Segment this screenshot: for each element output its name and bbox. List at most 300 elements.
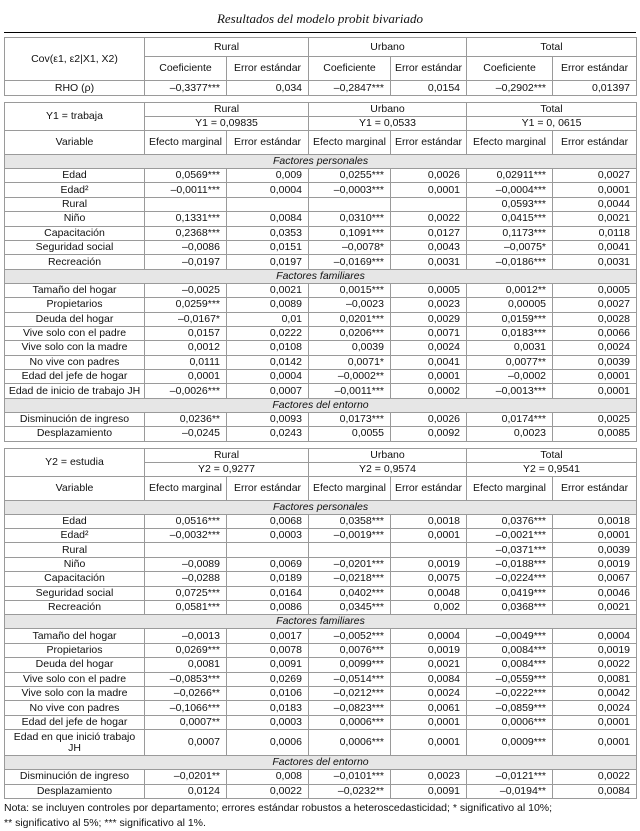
std-error-cell: 0,0005 (391, 283, 467, 297)
std-error-cell: 0,0001 (553, 370, 637, 384)
marginal-effect-cell: –0,0121*** (467, 770, 553, 784)
std-error-cell: 0,0066 (553, 326, 637, 340)
row-label: Niño (5, 557, 145, 571)
std-error-cell: 0,009 (227, 169, 309, 183)
std-error-cell: 0,0021 (227, 283, 309, 297)
table-row (5, 355, 637, 369)
table-row (5, 715, 637, 729)
marginal-effect-cell: 0,0206*** (309, 326, 391, 340)
marginal-effect-cell: 0,0099*** (309, 658, 391, 672)
section-header: Factores del entorno (5, 756, 637, 770)
std-error-cell: 0,0004 (227, 370, 309, 384)
marginal-effect-cell: 0,0007** (145, 715, 227, 729)
marginal-effect-cell: 0,0159*** (467, 312, 553, 326)
std-error-cell: 0,0023 (391, 298, 467, 312)
rho-value: –0,2902*** (467, 81, 553, 96)
marginal-effect-cell: –0,0266** (145, 686, 227, 700)
results-tables (4, 102, 636, 799)
row-label: Seguridad social (5, 240, 145, 254)
marginal-effect-cell: 0,0084*** (467, 658, 553, 672)
marginal-effect-cell: 0,0006*** (309, 715, 391, 729)
column-header: Efecto marginal (467, 476, 553, 500)
marginal-effect-cell: 0,0006*** (467, 715, 553, 729)
marginal-effect-cell: –0,0021*** (467, 529, 553, 543)
marginal-effect-cell: –0,0212*** (309, 686, 391, 700)
std-error-cell: 0,0043 (391, 240, 467, 254)
std-error-cell: 0,008 (227, 770, 309, 784)
table-row (5, 784, 637, 798)
std-error-cell: 0,0189 (227, 572, 309, 586)
std-error-cell: 0,0022 (391, 212, 467, 226)
std-error-cell: 0,0019 (553, 557, 637, 571)
table-row (5, 686, 637, 700)
table-row (5, 326, 637, 340)
rho-value: –0,3377*** (145, 81, 227, 96)
table-row (5, 672, 637, 686)
std-error-cell: 0,0067 (553, 572, 637, 586)
rho-value: 0,01397 (553, 81, 637, 96)
group-mean: Y1 = 0,09835 (145, 117, 309, 131)
marginal-effect-cell: 0,0310*** (309, 212, 391, 226)
std-error-cell: 0,0001 (391, 715, 467, 729)
marginal-effect-cell: –0,0002** (309, 370, 391, 384)
std-error-cell: 0,0071 (391, 326, 467, 340)
table-row (5, 312, 637, 326)
std-error-cell: 0,0004 (227, 183, 309, 197)
marginal-effect-cell: 0,0009*** (467, 730, 553, 756)
results-table-1 (4, 102, 637, 442)
marginal-effect-cell: –0,0019*** (309, 529, 391, 543)
note-line: Nota: se incluyen controles por departamento; errores estándar robustos a heteroscedasticidad; * significativo al 10%; (4, 801, 553, 814)
table-row (5, 212, 637, 226)
row-label: Vive solo con la madre (5, 341, 145, 355)
table-row (5, 298, 637, 312)
row-label: Niño (5, 212, 145, 226)
marginal-effect-cell: 0,00005 (467, 298, 553, 312)
std-error-cell: 0,0118 (553, 226, 637, 240)
marginal-effect-cell: 0,0001 (145, 370, 227, 384)
row-label: Disminución de ingreso (5, 412, 145, 426)
rho-value: 0,0154 (391, 81, 467, 96)
marginal-effect-cell: –0,0086 (145, 240, 227, 254)
cov-label: Cov(ε1, ε2|X1, X2) (5, 38, 145, 81)
marginal-effect-cell: 0,0236** (145, 412, 227, 426)
row-label: Propietarios (5, 643, 145, 657)
cov-group-total: Total (467, 38, 637, 57)
std-error-cell: 0,0021 (391, 658, 467, 672)
table-row (5, 240, 637, 254)
row-label: Tamaño del hogar (5, 629, 145, 643)
marginal-effect-cell: –0,0194** (467, 784, 553, 798)
marginal-effect-cell: 0,0007 (145, 730, 227, 756)
marginal-effect-cell: 0,0183*** (467, 326, 553, 340)
std-error-cell: 0,0026 (391, 412, 467, 426)
marginal-effect-cell: –0,0188*** (467, 557, 553, 571)
marginal-effect-cell: –0,0853*** (145, 672, 227, 686)
marginal-effect-cell: 0,0081 (145, 658, 227, 672)
table-row (5, 643, 637, 657)
std-error-cell: 0,0025 (553, 412, 637, 426)
row-label: Deuda del hogar (5, 312, 145, 326)
marginal-effect-cell: –0,0186*** (467, 255, 553, 269)
marginal-effect-cell: –0,0011*** (309, 384, 391, 398)
std-error-cell: 0,0004 (553, 629, 637, 643)
rho-value: –0,2847*** (309, 81, 391, 96)
marginal-effect-cell: 0,0581*** (145, 600, 227, 614)
std-error-cell: 0,0061 (391, 701, 467, 715)
marginal-effect-cell: –0,0011*** (145, 183, 227, 197)
marginal-effect-cell: –0,0224*** (467, 572, 553, 586)
marginal-effect-cell: –0,0288 (145, 572, 227, 586)
row-label: Tamaño del hogar (5, 283, 145, 297)
rho-label: RHO (ρ) (5, 81, 145, 96)
row-label: Vive solo con el padre (5, 672, 145, 686)
std-error-cell: 0,0001 (553, 384, 637, 398)
std-error-cell: 0,0029 (391, 312, 467, 326)
covariance-table (4, 37, 637, 96)
marginal-effect-cell: –0,0013 (145, 629, 227, 643)
marginal-effect-cell: –0,0222*** (467, 686, 553, 700)
row-label: Edad del jefe de hogar (5, 715, 145, 729)
std-error-cell: 0,0243 (227, 427, 309, 441)
std-error-cell: 0,0001 (553, 730, 637, 756)
table-row (5, 572, 637, 586)
marginal-effect-cell: 0,2368*** (145, 226, 227, 240)
row-label: Vive solo con el padre (5, 326, 145, 340)
std-error-cell: 0,0022 (227, 784, 309, 798)
column-header: Error estándar (227, 476, 309, 500)
std-error-cell: 0,0017 (227, 629, 309, 643)
marginal-effect-cell: –0,0514*** (309, 672, 391, 686)
row-label: Seguridad social (5, 586, 145, 600)
column-header: Error estándar (391, 476, 467, 500)
std-error-cell: 0,0018 (553, 514, 637, 528)
table-row (5, 557, 637, 571)
marginal-effect-cell: –0,0232** (309, 784, 391, 798)
std-error-cell: 0,0021 (553, 600, 637, 614)
row-label: Edad (5, 169, 145, 183)
std-error-cell: 0,0018 (391, 514, 467, 528)
marginal-effect-cell: 0,0077** (467, 355, 553, 369)
cov-col-header: Coeficiente (467, 57, 553, 81)
marginal-effect-cell: –0,0101*** (309, 770, 391, 784)
row-label: Edad (5, 514, 145, 528)
column-header: Error estándar (553, 131, 637, 155)
row-label: Recreación (5, 255, 145, 269)
marginal-effect-cell: –0,0032*** (145, 529, 227, 543)
std-error-cell: 0,0027 (553, 298, 637, 312)
cov-group-urbano: Urbano (309, 38, 467, 57)
column-header: Error estándar (391, 131, 467, 155)
std-error-cell: 0,0106 (227, 686, 309, 700)
std-error-cell (391, 197, 467, 211)
marginal-effect-cell: 0,0055 (309, 427, 391, 441)
marginal-effect-cell: 0,02911*** (467, 169, 553, 183)
std-error-cell: 0,0001 (553, 715, 637, 729)
marginal-effect-cell: 0,0111 (145, 355, 227, 369)
variable-header: Variable (5, 131, 145, 155)
std-error-cell: 0,0003 (227, 529, 309, 543)
std-error-cell: 0,0028 (553, 312, 637, 326)
section-header: Factores personales (5, 155, 637, 169)
std-error-cell: 0,0222 (227, 326, 309, 340)
row-label: Recreación (5, 600, 145, 614)
std-error-cell: 0,0084 (227, 212, 309, 226)
dependent-variable-label: Y1 = trabaja (5, 103, 145, 131)
marginal-effect-cell: –0,0023 (309, 298, 391, 312)
marginal-effect-cell: 0,0174*** (467, 412, 553, 426)
group-header-row (5, 448, 637, 462)
cov-group-rural: Rural (145, 38, 309, 57)
marginal-effect-cell: 0,0269*** (145, 643, 227, 657)
row-label: Propietarios (5, 298, 145, 312)
std-error-cell: 0,0197 (227, 255, 309, 269)
marginal-effect-cell: 0,0015*** (309, 283, 391, 297)
std-error-cell: 0,0183 (227, 701, 309, 715)
row-label: No vive con padres (5, 355, 145, 369)
section-header-row (5, 500, 637, 514)
table-row (5, 701, 637, 715)
std-error-cell: 0,0042 (553, 686, 637, 700)
marginal-effect-cell: 0,0006*** (309, 730, 391, 756)
table-row (5, 543, 637, 557)
std-error-cell: 0,0084 (391, 672, 467, 686)
row-label: Rural (5, 543, 145, 557)
std-error-cell: 0,0031 (391, 255, 467, 269)
table-row (5, 255, 637, 269)
cov-col-header: Coeficiente (145, 57, 227, 81)
row-label: Desplazamiento (5, 784, 145, 798)
table-row (5, 514, 637, 528)
cov-col-header: Error estándar (227, 57, 309, 81)
section-header-row (5, 398, 637, 412)
section-header: Factores familiares (5, 269, 637, 283)
std-error-cell: 0,0086 (227, 600, 309, 614)
group-header: Urbano (309, 103, 467, 117)
std-error-cell: 0,0022 (553, 770, 637, 784)
std-error-cell: 0,0001 (553, 183, 637, 197)
marginal-effect-cell: 0,0259*** (145, 298, 227, 312)
marginal-effect-cell (145, 197, 227, 211)
column-header: Error estándar (227, 131, 309, 155)
table-row (5, 658, 637, 672)
marginal-effect-cell (309, 197, 391, 211)
std-error-cell: 0,0023 (391, 770, 467, 784)
marginal-effect-cell: 0,0201*** (309, 312, 391, 326)
variable-header: Variable (5, 476, 145, 500)
std-error-cell: 0,0005 (553, 283, 637, 297)
std-error-cell: 0,0151 (227, 240, 309, 254)
table-row (5, 586, 637, 600)
marginal-effect-cell: –0,0559*** (467, 672, 553, 686)
group-header: Rural (145, 103, 309, 117)
std-error-cell: 0,0024 (553, 701, 637, 715)
marginal-effect-cell: 0,0012 (145, 341, 227, 355)
marginal-effect-cell: –0,0049*** (467, 629, 553, 643)
section-header-row (5, 155, 637, 169)
marginal-effect-cell: 0,0402*** (309, 586, 391, 600)
std-error-cell: 0,0127 (391, 226, 467, 240)
section-header: Factores personales (5, 500, 637, 514)
table-row (5, 412, 637, 426)
marginal-effect-cell: 0,0419*** (467, 586, 553, 600)
std-error-cell: 0,0024 (553, 341, 637, 355)
std-error-cell: 0,0001 (391, 529, 467, 543)
marginal-effect-cell: –0,0003*** (309, 183, 391, 197)
marginal-effect-cell: 0,1331*** (145, 212, 227, 226)
marginal-effect-cell: –0,0201*** (309, 557, 391, 571)
row-label: Capacitación (5, 572, 145, 586)
section-header-row (5, 269, 637, 283)
std-error-cell: 0,0081 (553, 672, 637, 686)
marginal-effect-cell: 0,0076*** (309, 643, 391, 657)
column-header: Efecto marginal (145, 476, 227, 500)
std-error-cell: 0,0044 (553, 197, 637, 211)
std-error-cell: 0,0022 (553, 658, 637, 672)
marginal-effect-cell: 0,1091*** (309, 226, 391, 240)
std-error-cell (391, 543, 467, 557)
marginal-effect-cell: –0,0013*** (467, 384, 553, 398)
std-error-cell: 0,0003 (227, 715, 309, 729)
std-error-cell: 0,0084 (553, 784, 637, 798)
std-error-cell (227, 543, 309, 557)
table-row (5, 384, 637, 398)
marginal-effect-cell: 0,0358*** (309, 514, 391, 528)
marginal-effect-cell: 0,0173*** (309, 412, 391, 426)
marginal-effect-cell: 0,0725*** (145, 586, 227, 600)
std-error-cell: 0,0046 (553, 586, 637, 600)
group-mean: Y2 = 0,9574 (309, 462, 467, 476)
std-error-cell: 0,0019 (391, 557, 467, 571)
marginal-effect-cell: –0,1066*** (145, 701, 227, 715)
marginal-effect-cell: 0,0012** (467, 283, 553, 297)
std-error-cell: 0,0026 (391, 169, 467, 183)
std-error-cell: 0,0078 (227, 643, 309, 657)
marginal-effect-cell: 0,0084*** (467, 643, 553, 657)
table-row (5, 629, 637, 643)
row-label: Deuda del hogar (5, 658, 145, 672)
std-error-cell: 0,0085 (553, 427, 637, 441)
std-error-cell: 0,0001 (553, 529, 637, 543)
marginal-effect-cell: 0,0124 (145, 784, 227, 798)
std-error-cell: 0,0019 (553, 643, 637, 657)
std-error-cell: 0,0024 (391, 341, 467, 355)
std-error-cell: 0,0089 (227, 298, 309, 312)
marginal-effect-cell (309, 543, 391, 557)
std-error-cell: 0,0164 (227, 586, 309, 600)
std-error-cell: 0,0092 (391, 427, 467, 441)
marginal-effect-cell: –0,0201** (145, 770, 227, 784)
marginal-effect-cell: –0,0859*** (467, 701, 553, 715)
table-row (5, 427, 637, 441)
table-row (5, 183, 637, 197)
marginal-effect-cell: 0,0516*** (145, 514, 227, 528)
marginal-effect-cell: –0,0026*** (145, 384, 227, 398)
table-row (5, 770, 637, 784)
row-label: Edad del jefe de hogar (5, 370, 145, 384)
table-row (5, 226, 637, 240)
group-mean: Y1 = 0,0533 (309, 117, 467, 131)
std-error-cell: 0,0001 (391, 183, 467, 197)
marginal-effect-cell: –0,0169*** (309, 255, 391, 269)
column-header-row (5, 131, 637, 155)
column-header: Efecto marginal (309, 131, 391, 155)
std-error-cell: 0,0041 (391, 355, 467, 369)
marginal-effect-cell: –0,0002 (467, 370, 553, 384)
rho-value: 0,034 (227, 81, 309, 96)
marginal-effect-cell: –0,0075* (467, 240, 553, 254)
marginal-effect-cell: –0,0167* (145, 312, 227, 326)
table-row (5, 529, 637, 543)
marginal-effect-cell: 0,0023 (467, 427, 553, 441)
row-label: Edad² (5, 529, 145, 543)
std-error-cell: 0,0027 (553, 169, 637, 183)
std-error-cell: 0,0006 (227, 730, 309, 756)
std-error-cell: 0,0007 (227, 384, 309, 398)
std-error-cell: 0,0075 (391, 572, 467, 586)
marginal-effect-cell: 0,0593*** (467, 197, 553, 211)
section-header: Factores familiares (5, 615, 637, 629)
dependent-variable-label: Y2 = estudia (5, 448, 145, 476)
column-header: Error estándar (553, 476, 637, 500)
marginal-effect-cell: –0,0078* (309, 240, 391, 254)
marginal-effect-cell: 0,1173*** (467, 226, 553, 240)
std-error-cell: 0,0069 (227, 557, 309, 571)
std-error-cell: 0,0093 (227, 412, 309, 426)
std-error-cell: 0,0024 (391, 686, 467, 700)
table-row (5, 370, 637, 384)
std-error-cell: 0,0002 (391, 384, 467, 398)
table-row (5, 283, 637, 297)
std-error-cell: 0,0004 (391, 629, 467, 643)
cov-col-header: Error estándar (553, 57, 637, 81)
row-label: No vive con padres (5, 701, 145, 715)
group-mean: Y1 = 0, 0615 (467, 117, 637, 131)
group-header: Urbano (309, 448, 467, 462)
group-mean: Y2 = 0,9541 (467, 462, 637, 476)
cov-col-header: Coeficiente (309, 57, 391, 81)
std-error-cell: 0,0039 (553, 355, 637, 369)
table-row (5, 341, 637, 355)
std-error-cell: 0,0142 (227, 355, 309, 369)
std-error-cell: 0,0001 (391, 730, 467, 756)
group-header: Total (467, 103, 637, 117)
std-error-cell: 0,0021 (553, 212, 637, 226)
std-error-cell: 0,0039 (553, 543, 637, 557)
row-label: Capacitación (5, 226, 145, 240)
document-title: Resultados del modelo probit bivariado (4, 10, 636, 33)
std-error-cell: 0,0108 (227, 341, 309, 355)
std-error-cell: 0,0001 (391, 370, 467, 384)
marginal-effect-cell: 0,0039 (309, 341, 391, 355)
group-header-row (5, 103, 637, 117)
marginal-effect-cell: –0,0052*** (309, 629, 391, 643)
note-line: ** significativo al 5%; *** significativo al 1%. (4, 816, 206, 829)
std-error-cell: 0,0269 (227, 672, 309, 686)
std-error-cell: 0,0091 (227, 658, 309, 672)
std-error-cell (227, 197, 309, 211)
marginal-effect-cell: 0,0569*** (145, 169, 227, 183)
row-label: Edad² (5, 183, 145, 197)
marginal-effect-cell: 0,0255*** (309, 169, 391, 183)
marginal-effect-cell: 0,0415*** (467, 212, 553, 226)
row-label: Edad en que inició trabajo JH (5, 730, 145, 756)
group-mean: Y2 = 0,9277 (145, 462, 309, 476)
cov-col-header: Error estándar (391, 57, 467, 81)
table-row (5, 730, 637, 756)
group-header: Total (467, 448, 637, 462)
marginal-effect-cell: –0,0245 (145, 427, 227, 441)
